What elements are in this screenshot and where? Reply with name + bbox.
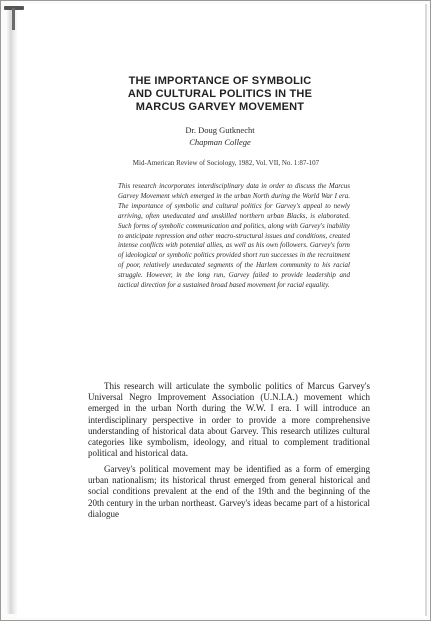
article-title: THE IMPORTANCE OF SYMBOLIC AND CULTURAL POLITICS IN THE MARCUS GARVEY MOVEMENT [127,75,313,113]
body-paragraph: This research will articulate the symbolic politics of Marcus Garvey's Universal Negro Improvement Association (U.N.I.A.) movement which emerged in the urban North during the W.W. I era. I will introduce an interdisciplinary perspective in order to provide a more comprehensive understanding of historical data about Garvey. This research utilizes cultural categories like symbolism, ideology, and ritual to complement traditional political and historical data. [88,381,370,459]
scan-binding-edge [6,6,18,614]
body-paragraph: Garvey's political movement may be identified as a form of emerging urban nationalism; its historical thrust emerged from general historical and social conditions prevalent at the end of the 19th and the beginning of the 20th century in the urban northeast. Garvey's ideas became part of a historical dialogue [88,464,370,519]
journal-citation: Mid-American Review of Sociology, 1982, Vol. VII, No. 1:87-107 [132,159,320,167]
abstract: This research incorporates interdisciplinary data in order to discuss the Marcus Garvey Movement which emerged in the urban North during the World War I era. The importance of symbolic and cultural politics for Garvey's appeal to newly arriving, often uneducated and unskilled northern urban Blacks, is elaborated. Such forms of symbolic communication and politics, along with Garvey's inability to anticipate repression and other macro-structural issues and conditions, created intense conflicts with potential allies, as well as his own followers. Garvey's form of ideological or symbolic politics provided short run successes in the recruitment of poor, relatively uneducated segments of the Harlem community to his racial struggle. However, in the long run, Garvey failed to provide leadership and tactical direction for a sustained broad based movement for racial equality. [118,182,350,290]
author-name: Dr. Doug Gutknecht [185,125,255,135]
author-affiliation: Chapman College [189,137,251,147]
scan-right-edge [425,4,427,616]
pin-stem [12,8,15,30]
